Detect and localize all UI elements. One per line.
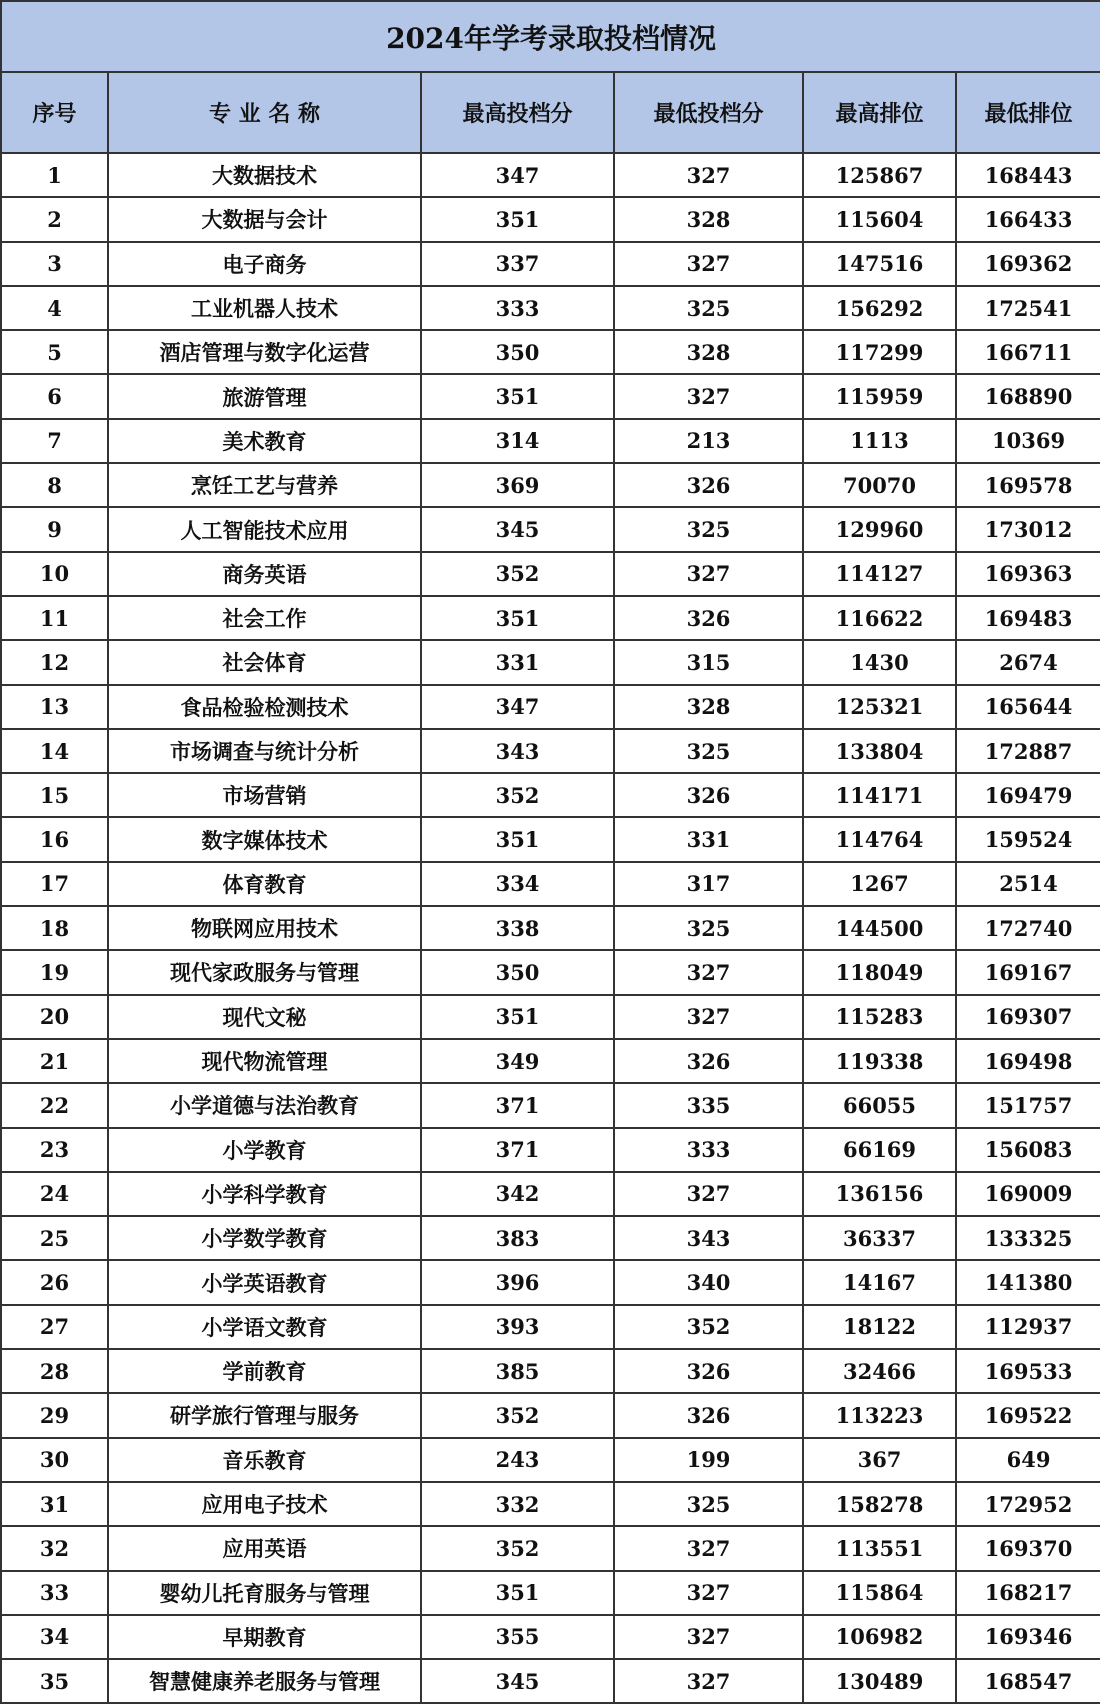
- table-row: [1, 419, 1100, 463]
- cell-index: 32: [1, 1526, 108, 1570]
- cell-min-rank: 169533: [956, 1349, 1100, 1393]
- cell-min-score: 326: [614, 596, 803, 640]
- header-major-name: 专 业 名 称: [108, 72, 421, 153]
- cell-min-score: 326: [614, 1393, 803, 1437]
- header-max-score: 最高投档分: [421, 72, 614, 153]
- cell-max-rank: 114171: [803, 773, 956, 817]
- cell-major-name: 市场调查与统计分析: [108, 729, 421, 773]
- cell-max-score: 385: [421, 1349, 614, 1393]
- table-row: [1, 1393, 1100, 1437]
- cell-major-name: 学前教育: [108, 1349, 421, 1393]
- cell-index: 25: [1, 1216, 108, 1260]
- table-row: [1, 1083, 1100, 1127]
- cell-min-rank: 2514: [956, 862, 1100, 906]
- cell-max-rank: 1430: [803, 640, 956, 684]
- cell-min-rank: 133325: [956, 1216, 1100, 1260]
- cell-max-score: 351: [421, 197, 614, 241]
- cell-max-rank: 113223: [803, 1393, 956, 1437]
- cell-max-score: 355: [421, 1615, 614, 1659]
- cell-max-score: 314: [421, 419, 614, 463]
- cell-major-name: 现代物流管理: [108, 1039, 421, 1083]
- cell-major-name: 大数据与会计: [108, 197, 421, 241]
- cell-index: 13: [1, 685, 108, 729]
- cell-index: 17: [1, 862, 108, 906]
- cell-major-name: 电子商务: [108, 242, 421, 286]
- cell-max-rank: 115604: [803, 197, 956, 241]
- table-row: [1, 1438, 1100, 1482]
- cell-max-score: 352: [421, 1526, 614, 1570]
- cell-min-rank: 169009: [956, 1172, 1100, 1216]
- cell-index: 15: [1, 773, 108, 817]
- cell-major-name: 应用英语: [108, 1526, 421, 1570]
- cell-min-score: 325: [614, 1482, 803, 1526]
- cell-min-score: 327: [614, 950, 803, 994]
- cell-index: 12: [1, 640, 108, 684]
- cell-min-score: 326: [614, 463, 803, 507]
- cell-major-name: 小学数学教育: [108, 1216, 421, 1260]
- cell-max-rank: 32466: [803, 1349, 956, 1393]
- cell-min-score: 327: [614, 1571, 803, 1615]
- cell-min-rank: 168217: [956, 1571, 1100, 1615]
- cell-index: 5: [1, 330, 108, 374]
- table-row: [1, 197, 1100, 241]
- cell-max-score: 243: [421, 1438, 614, 1482]
- cell-max-score: 351: [421, 1571, 614, 1615]
- cell-index: 6: [1, 374, 108, 418]
- cell-min-score: 317: [614, 862, 803, 906]
- cell-index: 23: [1, 1128, 108, 1172]
- header-row: [1, 72, 1100, 153]
- cell-min-score: 327: [614, 995, 803, 1039]
- cell-max-score: 334: [421, 862, 614, 906]
- cell-max-score: 396: [421, 1260, 614, 1304]
- table-row: [1, 552, 1100, 596]
- cell-index: 18: [1, 906, 108, 950]
- cell-max-rank: 66055: [803, 1083, 956, 1127]
- cell-max-rank: 106982: [803, 1615, 956, 1659]
- cell-major-name: 小学教育: [108, 1128, 421, 1172]
- cell-min-rank: 169479: [956, 773, 1100, 817]
- table-row: [1, 729, 1100, 773]
- cell-max-rank: 136156: [803, 1172, 956, 1216]
- cell-min-score: 331: [614, 817, 803, 861]
- cell-min-score: 327: [614, 1615, 803, 1659]
- cell-min-score: 325: [614, 507, 803, 551]
- cell-max-rank: 116622: [803, 596, 956, 640]
- table-row: [1, 596, 1100, 640]
- cell-max-rank: 125867: [803, 153, 956, 197]
- table-row: [1, 685, 1100, 729]
- cell-min-rank: 10369: [956, 419, 1100, 463]
- cell-index: 31: [1, 1482, 108, 1526]
- cell-index: 4: [1, 286, 108, 330]
- cell-major-name: 早期教育: [108, 1615, 421, 1659]
- cell-max-score: 345: [421, 507, 614, 551]
- cell-max-score: 383: [421, 1216, 614, 1260]
- cell-max-rank: 66169: [803, 1128, 956, 1172]
- cell-max-score: 351: [421, 596, 614, 640]
- cell-min-score: 333: [614, 1128, 803, 1172]
- cell-major-name: 大数据技术: [108, 153, 421, 197]
- cell-min-rank: 169522: [956, 1393, 1100, 1437]
- table-row: [1, 995, 1100, 1039]
- cell-min-score: 326: [614, 773, 803, 817]
- cell-min-score: 340: [614, 1260, 803, 1304]
- table-row: [1, 463, 1100, 507]
- table-row: [1, 1216, 1100, 1260]
- cell-major-name: 工业机器人技术: [108, 286, 421, 330]
- cell-max-rank: 70070: [803, 463, 956, 507]
- cell-index: 7: [1, 419, 108, 463]
- table-row: [1, 1039, 1100, 1083]
- cell-index: 22: [1, 1083, 108, 1127]
- cell-max-rank: 115959: [803, 374, 956, 418]
- cell-major-name: 婴幼儿托育服务与管理: [108, 1571, 421, 1615]
- table-row: [1, 242, 1100, 286]
- cell-min-score: 325: [614, 286, 803, 330]
- cell-min-score: 315: [614, 640, 803, 684]
- cell-min-rank: 165644: [956, 685, 1100, 729]
- cell-major-name: 旅游管理: [108, 374, 421, 418]
- cell-index: 34: [1, 1615, 108, 1659]
- cell-min-rank: 151757: [956, 1083, 1100, 1127]
- cell-min-rank: 169578: [956, 463, 1100, 507]
- cell-max-rank: 14167: [803, 1260, 956, 1304]
- cell-min-rank: 2674: [956, 640, 1100, 684]
- cell-min-rank: 141380: [956, 1260, 1100, 1304]
- cell-max-rank: 367: [803, 1438, 956, 1482]
- cell-max-rank: 144500: [803, 906, 956, 950]
- cell-max-score: 351: [421, 817, 614, 861]
- cell-index: 35: [1, 1659, 108, 1703]
- table-row: [1, 1526, 1100, 1570]
- cell-min-rank: 172887: [956, 729, 1100, 773]
- cell-max-rank: 113551: [803, 1526, 956, 1570]
- cell-index: 2: [1, 197, 108, 241]
- table-row: [1, 862, 1100, 906]
- cell-max-score: 371: [421, 1083, 614, 1127]
- table-row: [1, 1305, 1100, 1349]
- cell-min-score: 326: [614, 1349, 803, 1393]
- cell-max-rank: 115864: [803, 1571, 956, 1615]
- cell-major-name: 烹饪工艺与营养: [108, 463, 421, 507]
- cell-min-score: 325: [614, 906, 803, 950]
- cell-major-name: 小学英语教育: [108, 1260, 421, 1304]
- cell-max-rank: 156292: [803, 286, 956, 330]
- cell-min-score: 325: [614, 729, 803, 773]
- table-row: [1, 773, 1100, 817]
- cell-major-name: 社会工作: [108, 596, 421, 640]
- cell-index: 30: [1, 1438, 108, 1482]
- cell-index: 16: [1, 817, 108, 861]
- cell-min-score: 327: [614, 374, 803, 418]
- cell-max-rank: 147516: [803, 242, 956, 286]
- cell-max-score: 369: [421, 463, 614, 507]
- table-row: [1, 817, 1100, 861]
- header-max-rank: 最高排位: [803, 72, 956, 153]
- cell-major-name: 酒店管理与数字化运营: [108, 330, 421, 374]
- cell-max-score: 352: [421, 1393, 614, 1437]
- cell-min-score: 328: [614, 197, 803, 241]
- cell-max-rank: 1267: [803, 862, 956, 906]
- cell-index: 11: [1, 596, 108, 640]
- table-row: [1, 1659, 1100, 1703]
- cell-max-score: 333: [421, 286, 614, 330]
- cell-max-score: 347: [421, 153, 614, 197]
- header-min-score: 最低投档分: [614, 72, 803, 153]
- table-row: [1, 330, 1100, 374]
- cell-index: 1: [1, 153, 108, 197]
- cell-major-name: 智慧健康养老服务与管理: [108, 1659, 421, 1703]
- cell-min-rank: 172740: [956, 906, 1100, 950]
- cell-min-rank: 173012: [956, 507, 1100, 551]
- cell-index: 27: [1, 1305, 108, 1349]
- cell-min-score: 327: [614, 242, 803, 286]
- cell-min-rank: 169370: [956, 1526, 1100, 1570]
- cell-min-rank: 169483: [956, 596, 1100, 640]
- cell-max-rank: 130489: [803, 1659, 956, 1703]
- cell-max-rank: 133804: [803, 729, 956, 773]
- cell-major-name: 市场营销: [108, 773, 421, 817]
- cell-index: 24: [1, 1172, 108, 1216]
- table-row: [1, 507, 1100, 551]
- cell-max-rank: 114764: [803, 817, 956, 861]
- cell-index: 9: [1, 507, 108, 551]
- table-row: [1, 1615, 1100, 1659]
- cell-min-score: 326: [614, 1039, 803, 1083]
- cell-max-score: 349: [421, 1039, 614, 1083]
- cell-major-name: 食品检验检测技术: [108, 685, 421, 729]
- cell-min-rank: 156083: [956, 1128, 1100, 1172]
- table-row: [1, 153, 1100, 197]
- cell-min-score: 352: [614, 1305, 803, 1349]
- cell-major-name: 体育教育: [108, 862, 421, 906]
- cell-max-score: 342: [421, 1172, 614, 1216]
- cell-max-score: 347: [421, 685, 614, 729]
- cell-max-rank: 129960: [803, 507, 956, 551]
- table-row: [1, 1349, 1100, 1393]
- cell-min-rank: 169363: [956, 552, 1100, 596]
- cell-index: 10: [1, 552, 108, 596]
- cell-min-score: 327: [614, 1526, 803, 1570]
- table-row: [1, 1128, 1100, 1172]
- table-row: [1, 1482, 1100, 1526]
- cell-min-score: 343: [614, 1216, 803, 1260]
- cell-max-rank: 36337: [803, 1216, 956, 1260]
- cell-major-name: 小学语文教育: [108, 1305, 421, 1349]
- cell-max-rank: 114127: [803, 552, 956, 596]
- table-row: [1, 1260, 1100, 1304]
- cell-min-rank: 168443: [956, 153, 1100, 197]
- cell-max-score: 352: [421, 773, 614, 817]
- cell-min-score: 327: [614, 153, 803, 197]
- cell-max-score: 337: [421, 242, 614, 286]
- cell-major-name: 现代家政服务与管理: [108, 950, 421, 994]
- cell-max-rank: 125321: [803, 685, 956, 729]
- cell-min-rank: 168547: [956, 1659, 1100, 1703]
- cell-min-score: 335: [614, 1083, 803, 1127]
- cell-major-name: 音乐教育: [108, 1438, 421, 1482]
- cell-max-rank: 118049: [803, 950, 956, 994]
- cell-max-score: 332: [421, 1482, 614, 1526]
- table-row: [1, 950, 1100, 994]
- cell-max-score: 393: [421, 1305, 614, 1349]
- cell-max-rank: 158278: [803, 1482, 956, 1526]
- cell-max-rank: 1113: [803, 419, 956, 463]
- table-row: [1, 1172, 1100, 1216]
- cell-min-score: 327: [614, 1172, 803, 1216]
- cell-index: 14: [1, 729, 108, 773]
- cell-index: 20: [1, 995, 108, 1039]
- cell-index: 28: [1, 1349, 108, 1393]
- cell-max-rank: 119338: [803, 1039, 956, 1083]
- cell-max-score: 352: [421, 552, 614, 596]
- cell-min-rank: 172952: [956, 1482, 1100, 1526]
- cell-min-score: 213: [614, 419, 803, 463]
- cell-max-score: 343: [421, 729, 614, 773]
- cell-major-name: 研学旅行管理与服务: [108, 1393, 421, 1437]
- cell-min-rank: 169346: [956, 1615, 1100, 1659]
- cell-max-score: 345: [421, 1659, 614, 1703]
- cell-min-rank: 169167: [956, 950, 1100, 994]
- cell-major-name: 美术教育: [108, 419, 421, 463]
- cell-major-name: 商务英语: [108, 552, 421, 596]
- cell-index: 8: [1, 463, 108, 507]
- cell-index: 26: [1, 1260, 108, 1304]
- cell-max-score: 350: [421, 950, 614, 994]
- cell-min-rank: 166433: [956, 197, 1100, 241]
- cell-index: 21: [1, 1039, 108, 1083]
- cell-max-rank: 117299: [803, 330, 956, 374]
- cell-min-rank: 169362: [956, 242, 1100, 286]
- table-row: [1, 640, 1100, 684]
- cell-major-name: 数字媒体技术: [108, 817, 421, 861]
- table-body: [1, 153, 1100, 1703]
- cell-min-rank: 649: [956, 1438, 1100, 1482]
- table-title: 2024年学考录取投档情况: [1, 1, 1100, 72]
- cell-max-score: 351: [421, 995, 614, 1039]
- header-min-rank: 最低排位: [956, 72, 1100, 153]
- cell-major-name: 应用电子技术: [108, 1482, 421, 1526]
- cell-major-name: 小学道德与法治教育: [108, 1083, 421, 1127]
- table-row: [1, 1571, 1100, 1615]
- cell-min-rank: 159524: [956, 817, 1100, 861]
- cell-min-score: 199: [614, 1438, 803, 1482]
- table-row: [1, 374, 1100, 418]
- table-row: [1, 286, 1100, 330]
- cell-min-score: 327: [614, 1659, 803, 1703]
- cell-index: 29: [1, 1393, 108, 1437]
- cell-max-rank: 18122: [803, 1305, 956, 1349]
- cell-major-name: 人工智能技术应用: [108, 507, 421, 551]
- cell-major-name: 物联网应用技术: [108, 906, 421, 950]
- cell-major-name: 现代文秘: [108, 995, 421, 1039]
- cell-max-score: 350: [421, 330, 614, 374]
- cell-max-score: 371: [421, 1128, 614, 1172]
- cell-index: 33: [1, 1571, 108, 1615]
- table-row: [1, 906, 1100, 950]
- cell-min-rank: 168890: [956, 374, 1100, 418]
- cell-min-score: 328: [614, 685, 803, 729]
- header-index: 序号: [1, 72, 108, 153]
- cell-major-name: 小学科学教育: [108, 1172, 421, 1216]
- cell-min-rank: 169498: [956, 1039, 1100, 1083]
- cell-max-score: 331: [421, 640, 614, 684]
- cell-max-rank: 115283: [803, 995, 956, 1039]
- cell-min-rank: 172541: [956, 286, 1100, 330]
- cell-min-rank: 112937: [956, 1305, 1100, 1349]
- cell-max-score: 338: [421, 906, 614, 950]
- cell-index: 19: [1, 950, 108, 994]
- cell-index: 3: [1, 242, 108, 286]
- cell-min-score: 327: [614, 552, 803, 596]
- cell-min-rank: 169307: [956, 995, 1100, 1039]
- cell-major-name: 社会体育: [108, 640, 421, 684]
- cell-max-score: 351: [421, 374, 614, 418]
- cell-min-score: 328: [614, 330, 803, 374]
- cell-min-rank: 166711: [956, 330, 1100, 374]
